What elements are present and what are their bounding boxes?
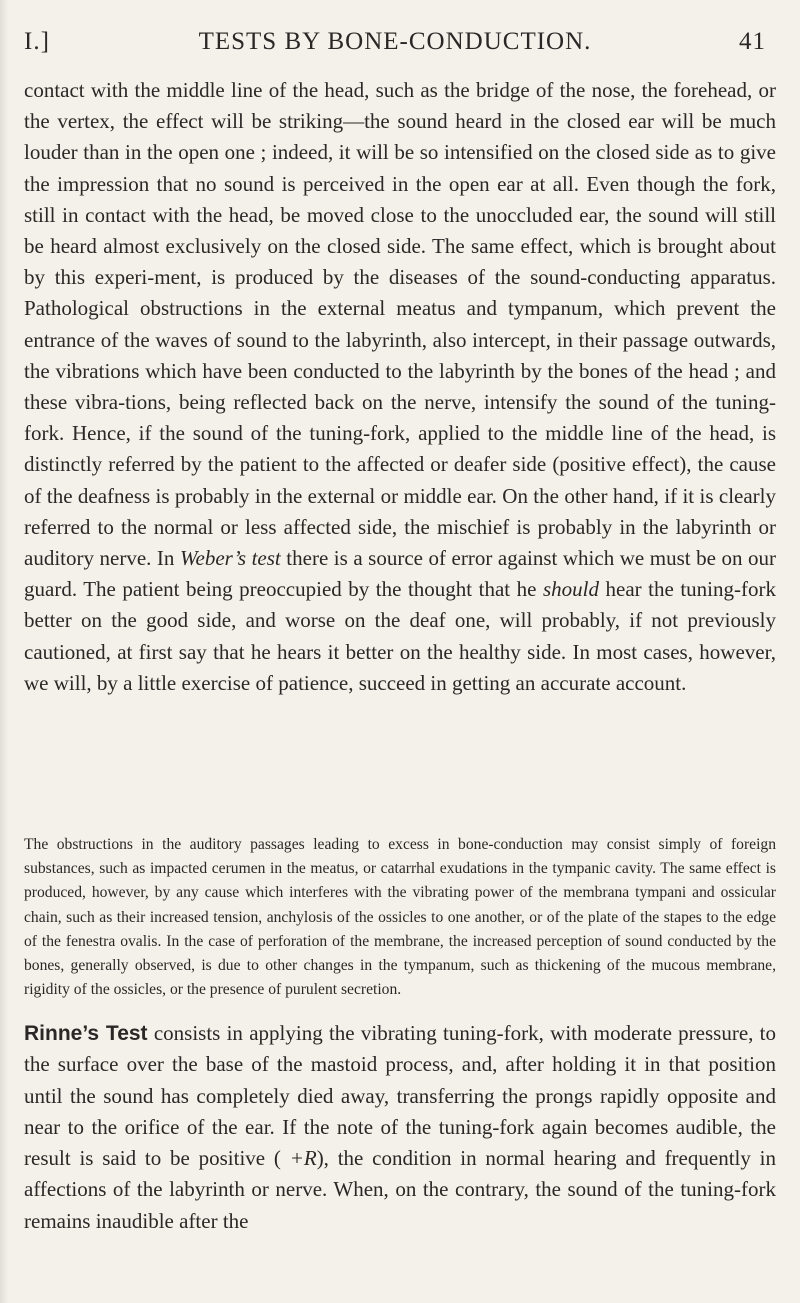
main-paragraph xyxy=(24,75,776,699)
paragraph-weber xyxy=(24,75,776,699)
rinne-paragraph xyxy=(24,1018,776,1237)
running-header xyxy=(24,28,766,62)
rinne-test-heading: Rinne’s Test xyxy=(24,1022,148,1045)
small-print-note: The obstructions in the auditory passages leading to excess in bone-conduction may consist simply of foreign substances, such as impacted cerumen in the meatus, or catarrhal exudations in the tympanic cavity. The same effect is produced, however, by any cause which interferes with the vibrating power of the membrana tympani and ossicular chain, such as their increased tension, anchylosis of the ossicles to one another, or of the plate of the stapes to the edge of the fenestra ovalis. In the case of perforation of the membrane, the increased perception of sound conducted by the bones, generally observed, is due to other changes in the tympanum, such as thickening of the mucous membrane, rigidity of the ossicles, or the presence of purulent secretion. xyxy=(24,836,776,999)
running-title: TESTS BY BONE-CONDUCTION. xyxy=(198,28,592,55)
page-edge-shadow xyxy=(0,0,8,1303)
emphasis-webers-test: Weber’s test xyxy=(179,546,281,571)
positive-symbol: +R xyxy=(289,1146,317,1171)
page-number: 41 xyxy=(739,28,766,55)
paragraph-text-1: contact with the middle line of the head, such as the bridge of the nose, the forehead, or the vertex, the effect will be striking—the sound heard in the closed ear will be much louder than in the open one ; indeed, it will be so intensified on the closed side as to give the impression that no sound is perceived in the open ear at all. Even though the fork, still in contact with the head, be moved close to the unoccluded ear, the sound will still be heard almost exclusively on the closed side. The same effect, which is brought about by this experi-ment, is produced by the diseases of the sound-conducting apparatus. Pathological obstructions in the external meatus and tympanum, which prevent the entrance of the waves of sound to the labyrinth, also intercept, in their passage outwards, the vibrations which have been conducted to the labyrinth by the bones of the head ; and these vibra-tions, being reflected back on the nerve, intensify the sound of the tuning-fork. Hence, if the sound of the tuning-fork, applied to the middle line of the head, is distinctly referred by the patient to the affected or deafer side (positive effect), the cause of the deafness is probably in the external or middle ear. On the other hand, if it is clearly referred to the normal or less affected side, the mischief is probably in the labyrinth or auditory nerve. In xyxy=(24,78,776,571)
paragraph-text-3: hear the tuning-fork better on the good side, and worse on the deaf one, will probably, if not previously cautioned, at first say that he hears it better on the healthy side. In most cases, however, we will, by a little exercise of patience, succeed in getting an accurate account. xyxy=(24,577,776,695)
emphasis-should: should xyxy=(543,577,600,602)
rinne-text-2: ), the condition in normal hearing and frequently in affections of the labyrinth or nerve. When, on the contrary, the sound of the tuning-fork remains inaudible after the xyxy=(24,1146,776,1233)
rinne-text-1: consists in applying the vibrating tuning-fork, with moderate pressure, to the surface over the base of the mastoid process, and, after holding it in that position until the sound has completely died away, transferring the prongs rapidly opposite and near to the orifice of the ear. If the note of the tuning-fork again becomes audible, the result is said to be positive ( xyxy=(24,1021,776,1171)
section-marker: I.] xyxy=(24,28,50,55)
paragraph-text-2: there is a source of error against which we must be on our guard. The patient being preoccupied by the thought that he xyxy=(24,546,776,602)
